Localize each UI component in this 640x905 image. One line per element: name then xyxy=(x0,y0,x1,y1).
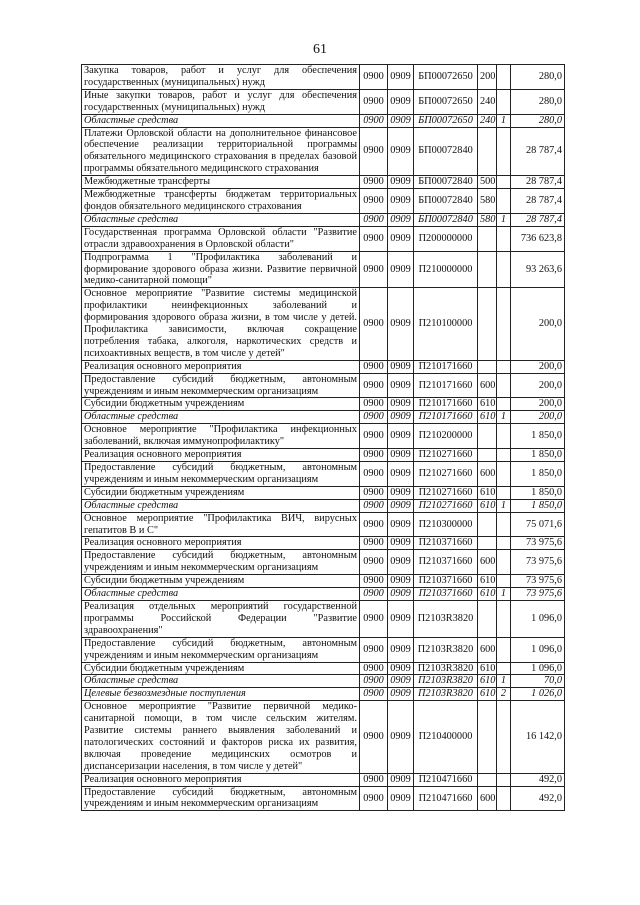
budget-table xyxy=(81,64,565,811)
cell-admin-code: 0900 xyxy=(360,189,388,214)
cell-target-article: П210371660 xyxy=(414,588,478,601)
cell-funding-kind xyxy=(497,251,511,288)
cell-funding-kind xyxy=(497,127,511,176)
cell-amount: 28 787,4 xyxy=(511,189,565,214)
cell-amount: 73 975,6 xyxy=(511,575,565,588)
cell-name: Субсидии бюджетным учреждениям xyxy=(82,662,360,675)
table-row xyxy=(82,588,565,601)
table-row xyxy=(82,189,565,214)
table-row xyxy=(82,575,565,588)
cell-section-code: 0909 xyxy=(388,600,414,637)
cell-target-article: П210171660 xyxy=(414,411,478,424)
table-row xyxy=(82,176,565,189)
cell-target-article: П210100000 xyxy=(414,288,478,360)
cell-admin-code: 0900 xyxy=(360,360,388,373)
cell-name: Межбюджетные трансферты xyxy=(82,176,360,189)
cell-section-code: 0909 xyxy=(388,449,414,462)
cell-admin-code: 0900 xyxy=(360,537,388,550)
cell-expense-type: 610 xyxy=(478,688,497,701)
cell-name: Реализация основного мероприятия xyxy=(82,360,360,373)
cell-name: Основное мероприятие "Профилактика ВИЧ, вирусных гепатитов В и С" xyxy=(82,512,360,537)
cell-amount: 280,0 xyxy=(511,114,565,127)
cell-funding-kind xyxy=(497,189,511,214)
cell-funding-kind: 1 xyxy=(497,675,511,688)
cell-name: Основное мероприятие "Профилактика инфекционных заболеваний, включая иммунопрофилактику" xyxy=(82,424,360,449)
cell-section-code: 0909 xyxy=(388,213,414,226)
table-row xyxy=(82,537,565,550)
cell-expense-type: 600 xyxy=(478,637,497,662)
cell-target-article: БП00072840 xyxy=(414,189,478,214)
cell-expense-type: 600 xyxy=(478,462,497,487)
cell-target-article: БП00072650 xyxy=(414,65,478,90)
cell-expense-type: 580 xyxy=(478,213,497,226)
cell-admin-code: 0900 xyxy=(360,773,388,786)
cell-admin-code: 0900 xyxy=(360,550,388,575)
cell-admin-code: 0900 xyxy=(360,89,388,114)
cell-expense-type: 500 xyxy=(478,176,497,189)
table-row xyxy=(82,360,565,373)
cell-section-code: 0909 xyxy=(388,373,414,398)
cell-name: Реализация основного мероприятия xyxy=(82,773,360,786)
cell-target-article: П210371660 xyxy=(414,550,478,575)
cell-expense-type xyxy=(478,537,497,550)
cell-amount: 492,0 xyxy=(511,786,565,811)
cell-funding-kind xyxy=(497,786,511,811)
table-row xyxy=(82,114,565,127)
cell-expense-type xyxy=(478,360,497,373)
cell-funding-kind xyxy=(497,486,511,499)
cell-expense-type: 610 xyxy=(478,575,497,588)
cell-expense-type xyxy=(478,600,497,637)
table-row xyxy=(82,411,565,424)
cell-target-article: БП00072840 xyxy=(414,213,478,226)
cell-amount: 28 787,4 xyxy=(511,176,565,189)
cell-amount: 200,0 xyxy=(511,288,565,360)
cell-name: Субсидии бюджетным учреждениям xyxy=(82,486,360,499)
cell-funding-kind: 1 xyxy=(497,499,511,512)
table-row xyxy=(82,499,565,512)
cell-amount: 1 850,0 xyxy=(511,424,565,449)
cell-section-code: 0909 xyxy=(388,637,414,662)
cell-funding-kind xyxy=(497,575,511,588)
cell-expense-type xyxy=(478,226,497,251)
cell-expense-type: 600 xyxy=(478,373,497,398)
cell-amount: 1 850,0 xyxy=(511,499,565,512)
cell-name: Областные средства xyxy=(82,213,360,226)
table-row xyxy=(82,373,565,398)
cell-section-code: 0909 xyxy=(388,398,414,411)
cell-admin-code: 0900 xyxy=(360,398,388,411)
table-row xyxy=(82,251,565,288)
cell-target-article: П210000000 xyxy=(414,251,478,288)
cell-target-article: БП00072840 xyxy=(414,176,478,189)
cell-amount: 492,0 xyxy=(511,773,565,786)
cell-funding-kind xyxy=(497,360,511,373)
cell-admin-code: 0900 xyxy=(360,449,388,462)
cell-amount: 280,0 xyxy=(511,65,565,90)
cell-funding-kind xyxy=(497,637,511,662)
cell-funding-kind: 2 xyxy=(497,688,511,701)
cell-section-code: 0909 xyxy=(388,662,414,675)
cell-target-article: П210471660 xyxy=(414,786,478,811)
cell-funding-kind xyxy=(497,288,511,360)
cell-target-article: П210371660 xyxy=(414,575,478,588)
cell-section-code: 0909 xyxy=(388,786,414,811)
cell-funding-kind xyxy=(497,550,511,575)
cell-funding-kind xyxy=(497,773,511,786)
cell-funding-kind xyxy=(497,462,511,487)
table-row xyxy=(82,512,565,537)
cell-amount: 200,0 xyxy=(511,411,565,424)
cell-name: Предоставление субсидий бюджетным, автономным учреждениям и иным некоммерческим организациям xyxy=(82,462,360,487)
cell-section-code: 0909 xyxy=(388,251,414,288)
cell-admin-code: 0900 xyxy=(360,675,388,688)
table-row xyxy=(82,637,565,662)
cell-name: Основное мероприятие "Развитие первичной медико-санитарной помощи, в том числе сельским жителям. Развитие системы раннего выявления заболеваний и патологических состояний и факторов риска их развития, включая проведение медицинских осмотров и диспансеризации населения, в том числе у детей" xyxy=(82,701,360,773)
cell-amount: 1 026,0 xyxy=(511,688,565,701)
cell-name: Субсидии бюджетным учреждениям xyxy=(82,398,360,411)
cell-funding-kind xyxy=(497,226,511,251)
cell-amount: 16 142,0 xyxy=(511,701,565,773)
cell-admin-code: 0900 xyxy=(360,424,388,449)
cell-admin-code: 0900 xyxy=(360,411,388,424)
cell-section-code: 0909 xyxy=(388,127,414,176)
table-row xyxy=(82,462,565,487)
cell-amount: 1 096,0 xyxy=(511,662,565,675)
cell-section-code: 0909 xyxy=(388,288,414,360)
cell-name: Областные средства xyxy=(82,114,360,127)
cell-admin-code: 0900 xyxy=(360,462,388,487)
cell-name: Реализация основного мероприятия xyxy=(82,449,360,462)
table-row xyxy=(82,288,565,360)
cell-amount: 1 850,0 xyxy=(511,449,565,462)
cell-name: Основное мероприятие "Развитие системы медицинской профилактики неинфекционных заболеваний и формирования здорового образа жизни, в том числе у детей. Профилактика зависимости, включая сокращение потребления табака, алкоголя, наркотических средств и психоактивных веществ, в том числе у детей" xyxy=(82,288,360,360)
cell-section-code: 0909 xyxy=(388,575,414,588)
cell-amount: 73 975,6 xyxy=(511,550,565,575)
table-row xyxy=(82,213,565,226)
cell-target-article: П210300000 xyxy=(414,512,478,537)
cell-target-article: П2103R3820 xyxy=(414,662,478,675)
table-row xyxy=(82,226,565,251)
cell-target-article: П210471660 xyxy=(414,773,478,786)
cell-funding-kind xyxy=(497,65,511,90)
cell-name: Областные средства xyxy=(82,499,360,512)
cell-admin-code: 0900 xyxy=(360,512,388,537)
cell-section-code: 0909 xyxy=(388,537,414,550)
cell-target-article: П210171660 xyxy=(414,398,478,411)
cell-admin-code: 0900 xyxy=(360,701,388,773)
table-row xyxy=(82,127,565,176)
cell-name: Предоставление субсидий бюджетным, автономным учреждениям и иным некоммерческим организациям xyxy=(82,786,360,811)
cell-funding-kind xyxy=(497,512,511,537)
cell-name: Реализация отдельных мероприятий государственной программы Российской Федерации "Развитие здравоохранения" xyxy=(82,600,360,637)
cell-admin-code: 0900 xyxy=(360,575,388,588)
cell-name: Предоставление субсидий бюджетным, автономным учреждениям и иным некоммерческим организациям xyxy=(82,373,360,398)
cell-target-article: П210171660 xyxy=(414,373,478,398)
cell-name: Подпрограмма 1 "Профилактика заболеваний и формирование здорового образа жизни. Развитие первичной медико-санитарной помощи" xyxy=(82,251,360,288)
cell-amount: 73 975,6 xyxy=(511,588,565,601)
cell-section-code: 0909 xyxy=(388,688,414,701)
cell-funding-kind xyxy=(497,398,511,411)
cell-expense-type: 600 xyxy=(478,550,497,575)
table-row xyxy=(82,701,565,773)
cell-target-article: П210271660 xyxy=(414,462,478,487)
cell-amount: 200,0 xyxy=(511,360,565,373)
table-row xyxy=(82,550,565,575)
cell-section-code: 0909 xyxy=(388,189,414,214)
cell-name: Реализация основного мероприятия xyxy=(82,537,360,550)
cell-expense-type: 610 xyxy=(478,398,497,411)
cell-funding-kind xyxy=(497,600,511,637)
cell-expense-type xyxy=(478,127,497,176)
cell-section-code: 0909 xyxy=(388,411,414,424)
cell-target-article: П210371660 xyxy=(414,537,478,550)
cell-funding-kind: 1 xyxy=(497,411,511,424)
cell-target-article: П2103R3820 xyxy=(414,637,478,662)
cell-expense-type: 610 xyxy=(478,486,497,499)
cell-name: Областные средства xyxy=(82,675,360,688)
cell-admin-code: 0900 xyxy=(360,114,388,127)
cell-admin-code: 0900 xyxy=(360,288,388,360)
cell-name: Предоставление субсидий бюджетным, автономным учреждениям и иным некоммерческим организациям xyxy=(82,637,360,662)
table-row xyxy=(82,398,565,411)
cell-section-code: 0909 xyxy=(388,773,414,786)
cell-expense-type xyxy=(478,288,497,360)
table-row xyxy=(82,424,565,449)
cell-amount: 75 071,6 xyxy=(511,512,565,537)
table-row xyxy=(82,65,565,90)
cell-section-code: 0909 xyxy=(388,226,414,251)
cell-funding-kind xyxy=(497,424,511,449)
table-row xyxy=(82,662,565,675)
cell-funding-kind xyxy=(497,701,511,773)
cell-admin-code: 0900 xyxy=(360,688,388,701)
table-row xyxy=(82,688,565,701)
cell-admin-code: 0900 xyxy=(360,486,388,499)
cell-target-article: П210271660 xyxy=(414,499,478,512)
cell-admin-code: 0900 xyxy=(360,600,388,637)
cell-expense-type: 610 xyxy=(478,411,497,424)
table-row xyxy=(82,89,565,114)
cell-expense-type xyxy=(478,251,497,288)
cell-section-code: 0909 xyxy=(388,424,414,449)
cell-funding-kind xyxy=(497,89,511,114)
cell-target-article: П200000000 xyxy=(414,226,478,251)
table-row xyxy=(82,786,565,811)
cell-amount: 200,0 xyxy=(511,373,565,398)
cell-amount: 70,0 xyxy=(511,675,565,688)
cell-section-code: 0909 xyxy=(388,675,414,688)
table-row xyxy=(82,486,565,499)
cell-amount: 280,0 xyxy=(511,89,565,114)
cell-expense-type: 240 xyxy=(478,89,497,114)
cell-admin-code: 0900 xyxy=(360,588,388,601)
cell-section-code: 0909 xyxy=(388,176,414,189)
cell-admin-code: 0900 xyxy=(360,662,388,675)
cell-section-code: 0909 xyxy=(388,499,414,512)
table-row xyxy=(82,773,565,786)
cell-expense-type xyxy=(478,701,497,773)
cell-amount: 28 787,4 xyxy=(511,127,565,176)
cell-name: Субсидии бюджетным учреждениям xyxy=(82,575,360,588)
cell-name: Закупка товаров, работ и услуг для обеспечения государственных (муниципальных) нужд xyxy=(82,65,360,90)
cell-expense-type xyxy=(478,773,497,786)
cell-target-article: БП00072840 xyxy=(414,127,478,176)
cell-target-article: БП00072650 xyxy=(414,89,478,114)
cell-target-article: П2103R3820 xyxy=(414,688,478,701)
cell-target-article: БП00072650 xyxy=(414,114,478,127)
cell-admin-code: 0900 xyxy=(360,373,388,398)
table-row xyxy=(82,449,565,462)
cell-target-article: П210200000 xyxy=(414,424,478,449)
cell-funding-kind xyxy=(497,373,511,398)
cell-target-article: П210271660 xyxy=(414,449,478,462)
cell-expense-type: 610 xyxy=(478,588,497,601)
cell-target-article: П2103R3820 xyxy=(414,675,478,688)
cell-expense-type: 580 xyxy=(478,189,497,214)
cell-section-code: 0909 xyxy=(388,65,414,90)
cell-target-article: П210400000 xyxy=(414,701,478,773)
cell-name: Целевые безвозмездные поступления xyxy=(82,688,360,701)
cell-name: Платежи Орловской области на дополнительное финансовое обеспечение реализации территориальной программы обязательного медицинского страхования в пределах базовой программы обязательного медицинского страхования xyxy=(82,127,360,176)
cell-section-code: 0909 xyxy=(388,512,414,537)
table-body xyxy=(82,65,565,811)
cell-target-article: П2103R3820 xyxy=(414,600,478,637)
cell-name: Иные закупки товаров, работ и услуг для обеспечения государственных (муниципальных) нужд xyxy=(82,89,360,114)
cell-amount: 1 850,0 xyxy=(511,462,565,487)
cell-amount: 73 975,6 xyxy=(511,537,565,550)
cell-name: Областные средства xyxy=(82,411,360,424)
cell-section-code: 0909 xyxy=(388,89,414,114)
cell-section-code: 0909 xyxy=(388,550,414,575)
cell-funding-kind xyxy=(497,449,511,462)
cell-section-code: 0909 xyxy=(388,462,414,487)
cell-expense-type: 200 xyxy=(478,65,497,90)
cell-admin-code: 0900 xyxy=(360,499,388,512)
cell-expense-type: 240 xyxy=(478,114,497,127)
cell-expense-type xyxy=(478,512,497,537)
cell-amount: 200,0 xyxy=(511,398,565,411)
cell-section-code: 0909 xyxy=(388,588,414,601)
cell-admin-code: 0900 xyxy=(360,176,388,189)
cell-name: Предоставление субсидий бюджетным, автономным учреждениям и иным некоммерческим организациям xyxy=(82,550,360,575)
cell-funding-kind xyxy=(497,176,511,189)
cell-funding-kind: 1 xyxy=(497,588,511,601)
cell-section-code: 0909 xyxy=(388,486,414,499)
cell-section-code: 0909 xyxy=(388,360,414,373)
cell-expense-type: 610 xyxy=(478,675,497,688)
table-row xyxy=(82,600,565,637)
cell-target-article: П210271660 xyxy=(414,486,478,499)
table-row xyxy=(82,675,565,688)
cell-admin-code: 0900 xyxy=(360,127,388,176)
cell-amount: 28 787,4 xyxy=(511,213,565,226)
cell-admin-code: 0900 xyxy=(360,65,388,90)
cell-amount: 1 096,0 xyxy=(511,637,565,662)
cell-expense-type xyxy=(478,449,497,462)
cell-expense-type: 610 xyxy=(478,662,497,675)
cell-target-article: П210171660 xyxy=(414,360,478,373)
cell-section-code: 0909 xyxy=(388,701,414,773)
cell-admin-code: 0900 xyxy=(360,637,388,662)
cell-funding-kind xyxy=(497,662,511,675)
cell-funding-kind: 1 xyxy=(497,114,511,127)
cell-expense-type: 600 xyxy=(478,786,497,811)
cell-admin-code: 0900 xyxy=(360,251,388,288)
cell-admin-code: 0900 xyxy=(360,213,388,226)
cell-amount: 93 263,6 xyxy=(511,251,565,288)
cell-amount: 1 096,0 xyxy=(511,600,565,637)
cell-expense-type xyxy=(478,424,497,449)
cell-amount: 1 850,0 xyxy=(511,486,565,499)
cell-funding-kind: 1 xyxy=(497,213,511,226)
page-number: 61 xyxy=(313,42,327,57)
cell-section-code: 0909 xyxy=(388,114,414,127)
cell-amount: 736 623,8 xyxy=(511,226,565,251)
cell-name: Государственная программа Орловской области "Развитие отрасли здравоохранения в Орловской области" xyxy=(82,226,360,251)
cell-admin-code: 0900 xyxy=(360,226,388,251)
cell-name: Межбюджетные трансферты бюджетам территориальных фондов обязательного медицинского страхования xyxy=(82,189,360,214)
cell-admin-code: 0900 xyxy=(360,786,388,811)
cell-funding-kind xyxy=(497,537,511,550)
cell-expense-type: 610 xyxy=(478,499,497,512)
cell-name: Областные средства xyxy=(82,588,360,601)
